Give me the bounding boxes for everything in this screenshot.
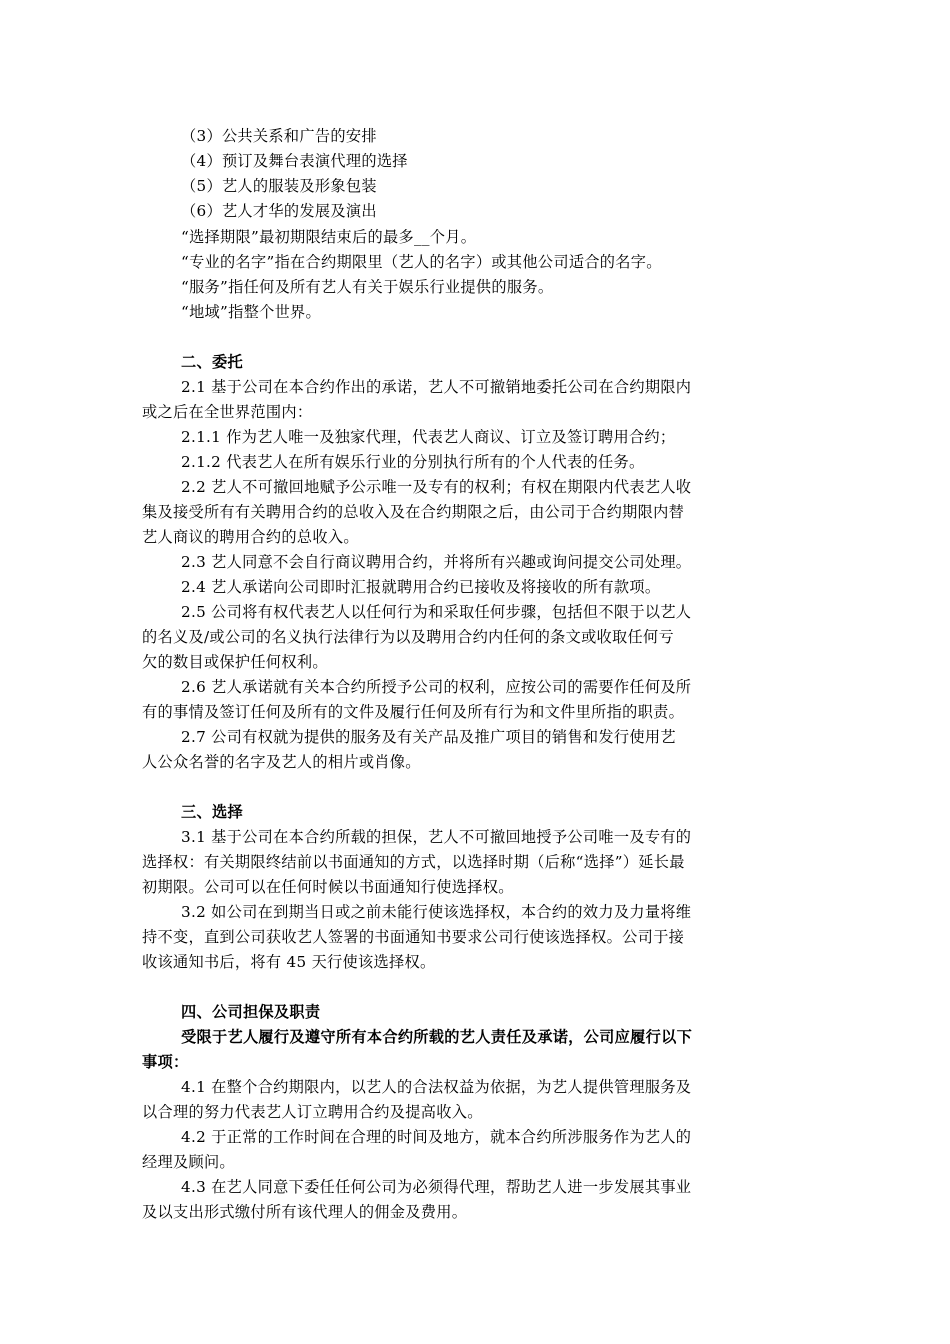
def-item-3: （3）公共关系和广告的安排 xyxy=(181,127,377,145)
section-3-heading: 三、选择 xyxy=(181,803,243,821)
clause-4-2-line-2: 经理及顾问。 xyxy=(142,1153,235,1171)
def-item-4: （4）预订及舞台表演代理的选择 xyxy=(181,152,408,170)
clause-3-1-line-3: 初期限。公司可以在任何时候以书面通知行使选择权。 xyxy=(142,878,514,896)
clause-4-3-line-2: 及以支出形式缴付所有该代理人的佣金及费用。 xyxy=(142,1203,468,1221)
clause-2-7-line-2: 人公众名誉的名字及艺人的相片或肖像。 xyxy=(142,753,421,771)
clause-4-1-line-1: 4.1 在整个合约期限内，以艺人的合法权益为依据，为艺人提供管理服务及 xyxy=(181,1078,692,1096)
def-professional-name: “专业的名字”指在合约期限里（艺人的名字）或其他公司适合的名字。 xyxy=(181,253,662,271)
clause-2-7-line-1: 2.7 公司有权就为提供的服务及有关产品及推广项目的销售和发行使用艺 xyxy=(181,728,676,746)
clause-2-4: 2.4 艺人承诺向公司即时汇报就聘用合约已接收及将接收的所有款项。 xyxy=(181,578,661,596)
clause-2-2-line-2: 集及接受所有有关聘用合约的总收入及在合约期限之后，由公司于合约期限内替 xyxy=(142,503,685,521)
clause-2-6-line-1: 2.6 艺人承诺就有关本合约所授予公司的权利，应按公司的需要作任何及所 xyxy=(181,678,692,696)
clause-2-2-line-1: 2.2 艺人不可撤回地赋予公示唯一及专有的权利；有权在期限内代表艺人收 xyxy=(181,478,692,496)
clause-2-1-2: 2.1.2 代表艺人在所有娱乐行业的分别执行所有的个人代表的任务。 xyxy=(181,453,645,471)
clause-4-3-line-1: 4.3 在艺人同意下委任任何公司为必须得代理，帮助艺人进一步发展其事业 xyxy=(181,1178,692,1196)
section-4-intro-line-1: 受限于艺人履行及遵守所有本合约所载的艺人责任及承诺，公司应履行以下 xyxy=(181,1028,693,1046)
clause-2-3: 2.3 艺人同意不会自行商议聘用合约，并将所有兴趣或询问提交公司处理。 xyxy=(181,553,692,571)
def-territory: “地域”指整个世界。 xyxy=(181,303,322,321)
clause-2-6-line-2: 有的事情及签订任何及所有的文件及履行任何及所有行为和文件里所指的职责。 xyxy=(142,703,685,721)
clause-3-2-line-1: 3.2 如公司在到期当日或之前未能行使该选择权，本合约的效力及力量将维 xyxy=(181,903,692,921)
clause-3-2-line-3: 收该通知书后，将有 45 天行使该选择权。 xyxy=(142,953,436,971)
clause-3-1-line-1: 3.1 基于公司在本合约所载的担保，艺人不可撤回地授予公司唯一及专有的 xyxy=(181,828,692,846)
section-2-heading: 二、委托 xyxy=(181,353,243,371)
def-option-period: “选择期限”最初期限结束后的最多__个月。 xyxy=(181,228,477,246)
clause-3-1-line-2: 选择权：有关期限终结前以书面通知的方式，以选择时期（后称“选择”）延长最 xyxy=(142,853,685,871)
clause-2-1-1: 2.1.1 作为艺人唯一及独家代理，代表艺人商议、订立及签订聘用合约； xyxy=(181,428,676,446)
def-item-5: （5）艺人的服装及形象包装 xyxy=(181,177,377,195)
clause-2-5-line-3: 欠的数目或保护任何权利。 xyxy=(142,653,328,671)
clause-3-2-line-2: 持不变，直到公司获收艺人签署的书面通知书要求公司行使该选择权。公司于接 xyxy=(142,928,685,946)
clause-2-2-line-3: 艺人商议的聘用合约的总收入。 xyxy=(142,528,359,546)
def-services: “服务”指任何及所有艺人有关于娱乐行业提供的服务。 xyxy=(181,278,554,296)
clause-2-1-line-2: 或之后在全世界范围内： xyxy=(142,403,313,421)
section-4-intro-line-2: 事项： xyxy=(142,1053,189,1071)
clause-4-1-line-2: 以合理的努力代表艺人订立聘用合约及提高收入。 xyxy=(142,1103,483,1121)
clause-2-5-line-2: 的名义及/或公司的名义执行法律行为以及聘用合约内任何的条文或收取任何亏 xyxy=(142,628,674,646)
clause-4-2-line-1: 4.2 于正常的工作时间在合理的时间及地方，就本合约所涉服务作为艺人的 xyxy=(181,1128,692,1146)
clause-2-1-line-1: 2.1 基于公司在本合约作出的承诺，艺人不可撤销地委托公司在合约期限内 xyxy=(181,378,692,396)
clause-2-5-line-1: 2.5 公司将有权代表艺人以任何行为和采取任何步骤，包括但不限于以艺人 xyxy=(181,603,692,621)
section-4-heading: 四、公司担保及职责 xyxy=(181,1003,321,1021)
def-item-6: （6）艺人才华的发展及演出 xyxy=(181,202,377,220)
